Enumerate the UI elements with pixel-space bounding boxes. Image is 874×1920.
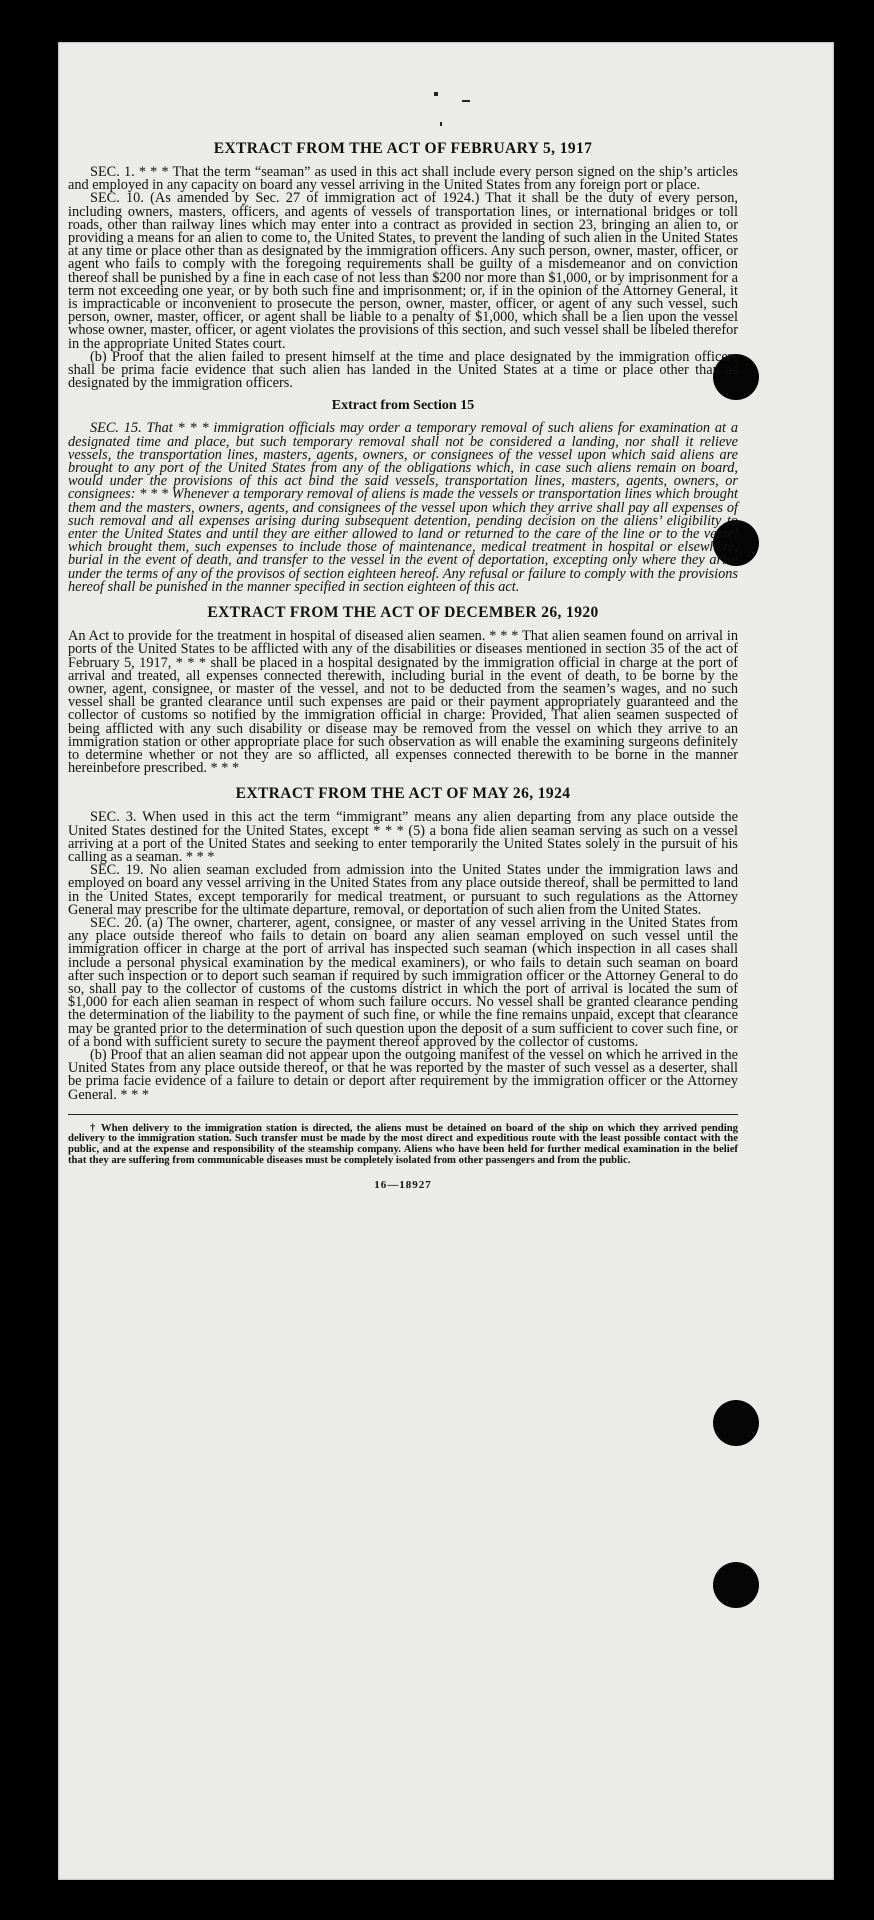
section-20b-paragraph: (b) Proof that an alien seaman did not appear upon the outgoing manifest of the vessel on which he arrived in the United States from any place outside thereof, or that he was reported by the master of such vessel as a deserter, shall be prima facie evidence of a failure to detain or deport after requirement by the immigration officer or the Attorney General. * * * (68, 1046, 738, 1103)
section-1-paragraph: SEC. 1. * * * That the term “seaman” as used in this act shall include every person signed on the ship’s articles and employed in any capacity on board any vessel arriving in the United States from any foreign port or place. (68, 164, 738, 194)
document-body (68, 140, 738, 1191)
paper-speck (434, 92, 438, 96)
heading-act-1924: EXTRACT FROM THE ACT OF MAY 26, 1924 (235, 785, 571, 803)
section-10b-paragraph: (b) Proof that the alien failed to present himself at the time and place designated by the immigration officers shall be prima facie evidence that such alien has landed in the United States at a time or place other than as designated by the immigration officers. (68, 348, 738, 392)
heading-act-1917: EXTRACT FROM THE ACT OF FEBRUARY 5, 1917 (213, 140, 593, 157)
section-3-paragraph: SEC. 3. When used in this act the term “immigrant” means any alien departing from any place outside the United States destined for the United States, except * * * (5) a bona fide alien seaman serving as such on a vessel arriving at a port of the United States and seeking to enter temporarily the United States solely in the pursuit of his calling as a seaman. * * * (68, 809, 738, 865)
paper-speck (440, 122, 442, 126)
heading-act-1920: EXTRACT FROM THE ACT OF DECEMBER 26, 1920 (207, 604, 599, 622)
punch-hole (713, 1562, 759, 1608)
heading-section-15: Extract from Section 15 (331, 398, 475, 414)
section-15-paragraph: SEC. 15. That * * * immigration officials may order a temporary removal of such aliens for examination at a designated time and place, but such temporary removal shall not be considered a landing, nor shall it relieve vessels, the transportation lines, masters, agents, owners, or consignees of the vessel upon which said aliens are brought to any port of the United States from any of the obligations which, in case such aliens remain on board, would under the provisions of this act bind the said vessels, transportation lines, masters, agents, owners, or consignees: * * * Whenever a temporary removal of aliens is made the vessels or transportation lines which brought them and the masters, owners, agents, and consignees of the vessel upon which they arrive shall pay all expenses of such removal and all expenses arising during subsequent detention, pending decision on the aliens’ eligibility to enter the United States and until they are either allowed to land or returned to the care of the line or to the vessel which brought them, such expenses to include those of maintenance, medical treatment in hospital or elsewhere, burial in the event of death, and transfer to the vessel in the event of deportation, excepting only where they arise under the terms of any of the provisos of section eighteen hereof. Any refusal or failure to comply with the provisions hereof shall be punished in the manner specified in section eighteen of this act. (68, 420, 738, 595)
footnote-divider (68, 1114, 738, 1115)
form-code: 16—18927 (374, 1179, 432, 1192)
footnote: † When delivery to the immigration station is directed, the aliens must be detained on board of the ship on which they arrived pending delivery to the immigration station. Such transfer must be made by the most direct and expeditious route with the least possible contact with the public, and at the expense and responsibility of the steamship company. Aliens who have been held for further medical examination in the belief that they are suffering from communicable diseases must be completely isolated from other passengers and from the public. (68, 1121, 738, 1166)
section-20a-paragraph: SEC. 20. (a) The owner, charterer, agent, consignee, or master of any vessel arriving in the United States from any place outside thereof who fails to detain on board any alien seaman employed on such vessel until the immigration officer in charge at the port of arrival has inspected such seaman (which inspection in all cases shall include a personal physical examination by the medical examiners), or who fails to detain such seaman on board after such inspection or to deport such seaman if required by such immigration officer or the Attorney General to do so, shall pay to the collector of customs of the customs district in which the port of arrival is located the sum of $1,000 for each alien seaman in respect of whom such failure occurs. No vessel shall be granted clearance pending the determination of the liability to the payment of such fine, or while the fine remains unpaid, except that clearance may be granted prior to the determination of such question upon the deposit of a sum sufficient to cover such fine, or of a bond with sufficient surety to secure the payment thereof approved by the collector of customs. (68, 914, 738, 1050)
act-1920-paragraph: An Act to provide for the treatment in hospital of diseased alien seamen. * * * That alien seamen found on arrival in ports of the United States to be afflicted with any of the disabilities or diseases mentioned in section 35 of the act of February 5, 1917, * * * shall be placed in a hospital designated by the immigration official in charge at the port of arrival and treated, all expenses connected therewith, including burial in the event of death, to be borne by the owner, agent, consignee, or master of the vessel, and not to be deducted from the seamen’s wages, and no such vessel shall be granted clearance until such expenses are paid or their payment appropriately guaranteed and the collector of customs so notified by the immigration official in charge: Provided, That alien seamen suspected of being afflicted with any such disability or disease may be removed from the vessel on which they arrive to an immigration station or other appropriate place for such observation as will enable the examining surgeons definitely to determine whether or not they are so afflicted, all expenses connected therewith to be borne in the manner hereinbefore prescribed. * * * (68, 628, 738, 777)
section-10-paragraph: SEC. 10. (As amended by Sec. 27 of immigration act of 1924.) That it shall be the duty of every person, including owners, masters, officers, and agents of vessels of transportation lines, or international bridges or toll roads, other than railway lines which may enter into a contract as provided in section 23, bringing an alien to, or providing a means for an alien to come to, the United States, to prevent the landing of such alien in the United States at any time or place other than as designated by the immigration officers. Any such person, owner, master, officer, or agent who fails to comply with the foregoing requirements shall be guilty of a misdemeanor and on conviction thereof shall be punished by a fine in each case of not less than $200 nor more than $1,000, or by imprisonment for a term not exceeding one year, or by both such fine and imprisonment; or, if in the opinion of the Attorney General, it is impracticable or inconvenient to prosecute the person, owner, master, officer, or agent of any such vessel, such person, owner, master, officer, or agent shall be liable to a penalty of $1,000, which shall be a lien upon the vessel whose owner, master, officer, or agent violates the provisions of this section, and such vessel shall be libeled therefor in the appropriate United States court. (68, 190, 738, 352)
punch-hole (713, 1400, 759, 1446)
paper-speck (462, 100, 470, 102)
section-19-paragraph: SEC. 19. No alien seaman excluded from admission into the United States under the immigration laws and employed on board any vessel arriving in the United States from any place outside thereof, shall be permitted to land in the United States, except temporarily for medical treatment, or pursuant to such regulations as the Attorney General may prescribe for the ultimate departure, removal, or deportation of such alien from the United States. (68, 862, 738, 918)
